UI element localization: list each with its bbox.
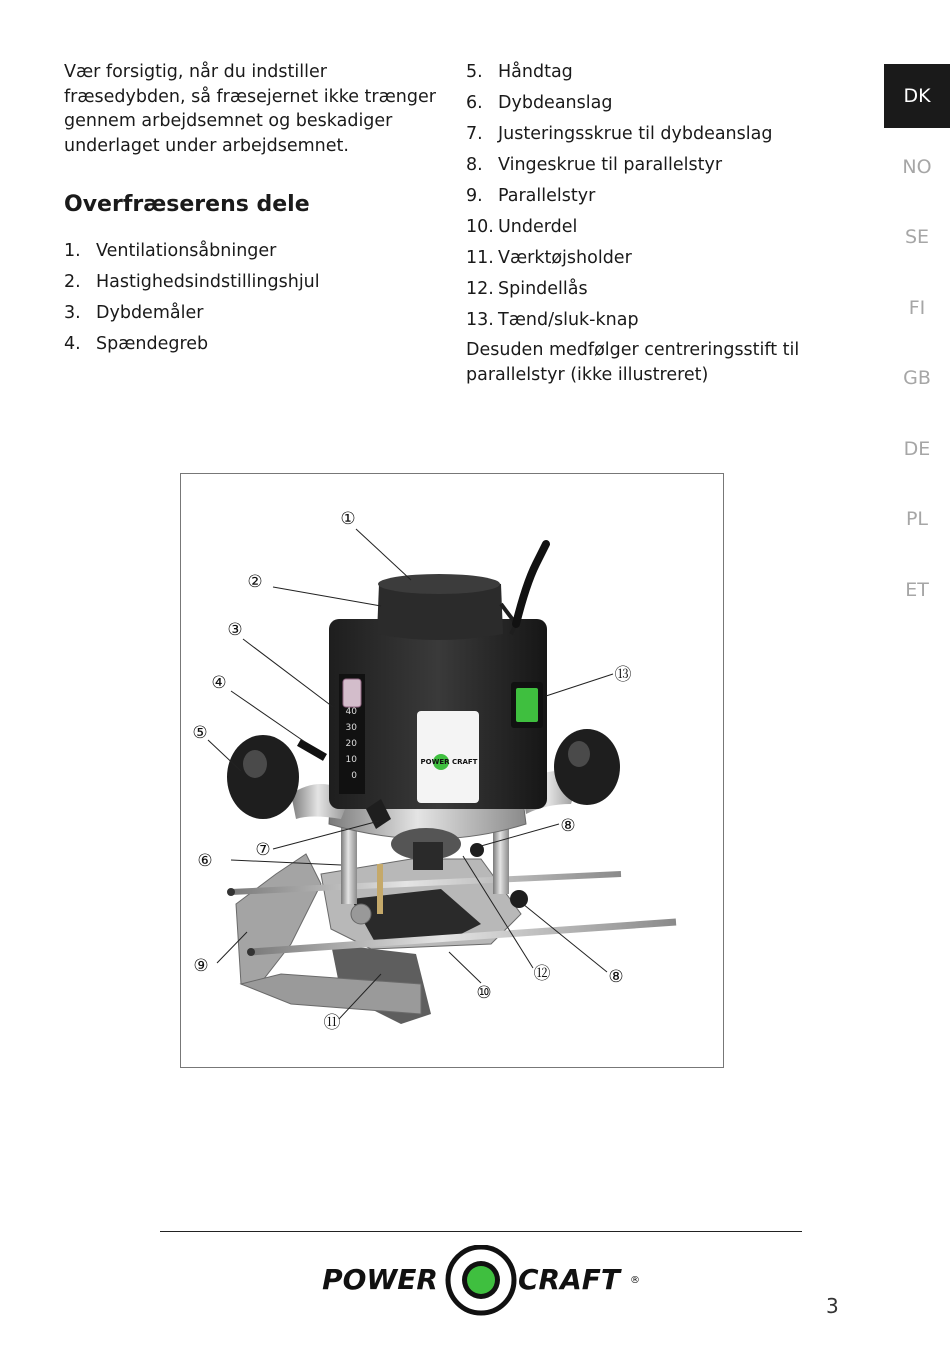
item-label: Underdel: [498, 217, 578, 237]
list-item: [466, 212, 772, 243]
item-label: Ventilationsåbninger: [96, 241, 277, 261]
parts-list-right: [466, 57, 772, 336]
list-item: [466, 150, 772, 181]
scale-label: 40: [345, 707, 357, 717]
tab-no[interactable]: NO: [902, 155, 932, 178]
list-item: [466, 57, 772, 88]
item-label: Dybdemåler: [96, 303, 204, 323]
item-number: 3.: [64, 303, 81, 323]
tab-de[interactable]: DE: [903, 437, 931, 460]
list-item: [466, 305, 772, 336]
page-number: 3: [826, 1294, 839, 1318]
item-number: 5.: [466, 62, 483, 82]
item-label: Vingeskrue til parallelstyr: [498, 155, 723, 175]
item-label: Værktøjsholder: [498, 248, 632, 268]
tab-se[interactable]: SE: [904, 226, 930, 248]
item-number: 2.: [64, 272, 81, 292]
tab-dk[interactable]: DK: [884, 64, 950, 128]
item-label: Dybdeanslag: [498, 93, 613, 113]
list-item: [466, 181, 772, 212]
scale-label: 0: [351, 771, 357, 781]
scale-label: 10: [345, 755, 357, 765]
callout: ⑬: [614, 665, 632, 685]
item-label: Spændegreb: [96, 334, 209, 354]
clamp-lever: [297, 739, 327, 761]
machine-logo: POWER CRAFT: [420, 758, 478, 766]
section-title: Overfræserens dele: [64, 192, 310, 217]
logo-craft-text: CRAFT: [518, 1263, 621, 1296]
item-label: Spindellås: [498, 279, 588, 299]
logo-registered-mark: ®: [630, 1275, 640, 1286]
callout: ⑤: [192, 723, 208, 743]
item-number: 11.: [466, 248, 494, 268]
list-item: [64, 267, 320, 298]
router-illustration: [181, 474, 723, 1067]
item-number: 12.: [466, 279, 494, 299]
callout: ⑥: [197, 851, 213, 871]
item-label: Hastighedsindstillingshjul: [96, 272, 320, 292]
item-number: 9.: [466, 186, 483, 206]
tab-fi[interactable]: FI: [908, 296, 926, 319]
tab-et[interactable]: ET: [905, 578, 929, 601]
extra-note: Desuden medfølger centreringsstift til parallelstyr (ikke illustreret): [466, 340, 800, 385]
callout: ⑧: [560, 816, 576, 836]
item-number: 7.: [466, 124, 483, 144]
item-label: Tænd/sluk-knap: [498, 310, 639, 330]
top-cap: [377, 574, 516, 640]
callout: ⑪: [323, 1013, 341, 1033]
depth-scale: [339, 674, 365, 794]
intro-paragraph: Vær forsigtig, når du indstiller fræsedybden, så fræsejernet ikke trænger gennem arbejdsemnet og beskadiger underlaget under arbejdsemnet.: [64, 62, 436, 156]
list-item: [466, 274, 772, 305]
tab-gb[interactable]: GB: [903, 367, 931, 389]
list-item: [466, 119, 772, 150]
tab-pl[interactable]: PL: [905, 508, 929, 530]
item-number: 13.: [466, 310, 494, 330]
language-tabs: [884, 64, 950, 628]
callout: ⑫: [533, 964, 551, 984]
list-item: [466, 243, 772, 274]
item-number: 8.: [466, 155, 483, 175]
item-label: Håndtag: [498, 62, 573, 82]
footer-divider: [160, 1231, 802, 1232]
logo-power-text: POWER: [322, 1263, 438, 1296]
callout: ①: [340, 509, 356, 529]
callout: ⑩: [476, 983, 492, 1003]
callout: ③: [227, 620, 243, 640]
scale-label: 20: [345, 739, 357, 749]
scale-label: 30: [345, 723, 357, 733]
item-number: 4.: [64, 334, 81, 354]
tool-holder: [351, 904, 371, 924]
power-craft-logo: [310, 1245, 640, 1317]
list-item: [64, 298, 320, 329]
list-item: [466, 88, 772, 119]
logo-center: [467, 1266, 495, 1294]
callout: ④: [211, 673, 227, 693]
item-number: 1.: [64, 241, 81, 261]
parts-list-left: [64, 236, 320, 360]
power-switch: [511, 682, 543, 728]
callout: ⑦: [255, 840, 271, 860]
list-item: [64, 236, 320, 267]
callout: ②: [247, 572, 263, 592]
router-figure: [180, 473, 724, 1068]
item-number: 6.: [466, 93, 483, 113]
item-label: Parallelstyr: [498, 186, 596, 206]
wing-screw: [470, 843, 484, 857]
item-label: Justeringsskrue til dybdeanslag: [498, 124, 773, 144]
callout: ⑨: [193, 956, 209, 976]
item-number: 10.: [466, 217, 494, 237]
power-cord: [516, 544, 546, 624]
list-item: [64, 329, 320, 360]
callout: ⑧: [608, 967, 624, 987]
